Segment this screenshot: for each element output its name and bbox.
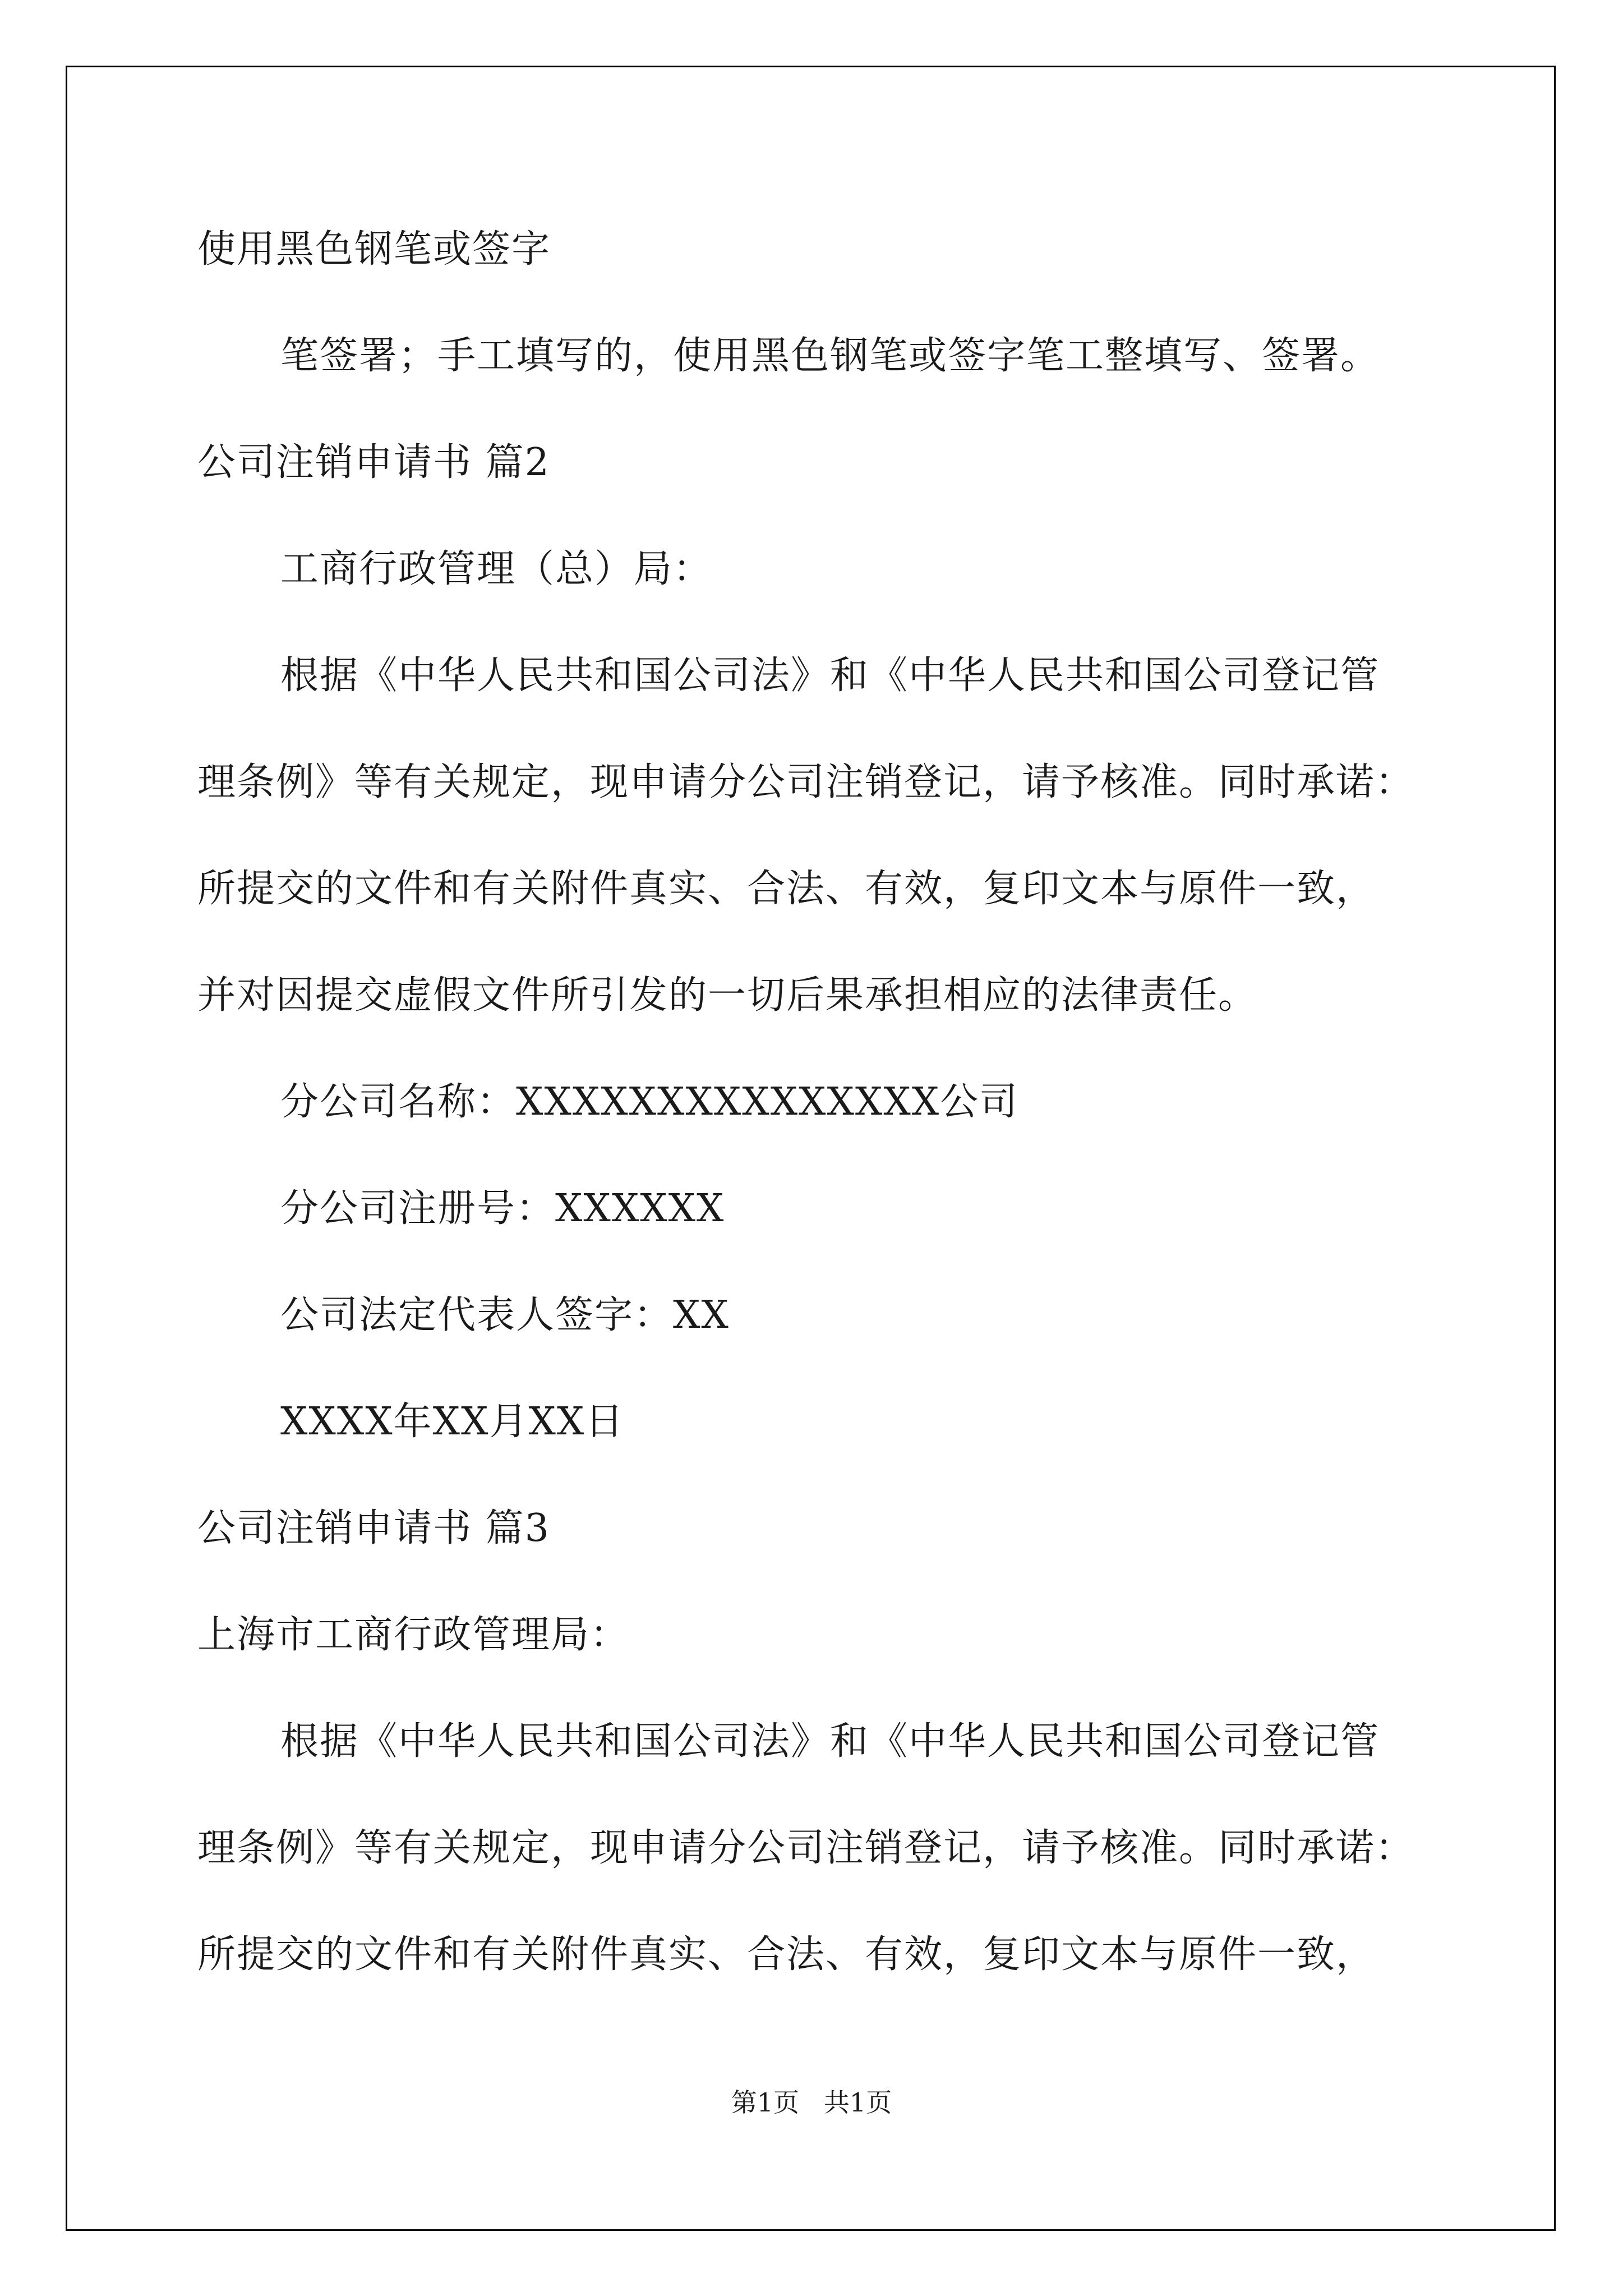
body-line-5: 根据《中华人民共和国公司法》和《中华人民共和国公司登记管 <box>280 654 1380 698</box>
body-line-17: 所提交的文件和有关附件真实、合法、有效，复印文本与原件一致， <box>197 1932 1376 1977</box>
page-number-footer: 第1页 共1页 <box>731 2087 892 2118</box>
section-heading-2: 公司注销申请书 篇2 <box>197 440 550 485</box>
date-line: XXXX年XX月XX日 <box>280 1400 625 1444</box>
section-heading-3: 公司注销申请书 篇3 <box>197 1506 550 1550</box>
branch-reg-number-line: 分公司注册号：XXXXXX <box>280 1186 725 1231</box>
body-line-8: 并对因提交虚假文件所引发的一切后果承担相应的法律责任。 <box>197 973 1258 1018</box>
body-line-1: 使用黑色钢笔或签字 <box>197 227 551 272</box>
page-border <box>66 66 1556 2231</box>
legal-rep-signature-line: 公司法定代表人签字：XX <box>280 1293 730 1337</box>
body-line-7: 所提交的文件和有关附件真实、合法、有效，复印文本与原件一致， <box>197 867 1376 911</box>
body-line-6: 理条例》等有关规定，现申请分公司注销登记，请予核准。同时承诺： <box>197 760 1415 804</box>
body-line-15: 根据《中华人民共和国公司法》和《中华人民共和国公司登记管 <box>280 1719 1380 1764</box>
body-line-16: 理条例》等有关规定，现申请分公司注销登记，请予核准。同时承诺： <box>197 1826 1415 1870</box>
addressee-line-2: 上海市工商行政管理局： <box>197 1613 630 1657</box>
branch-name-line: 分公司名称：XXXXXXXXXXXXXXX公司 <box>280 1080 1019 1124</box>
body-line-2: 笔签署；手工填写的，使用黑色钢笔或签字笔工整填写、签署。 <box>280 334 1380 378</box>
addressee-line: 工商行政管理（总）局： <box>280 547 713 591</box>
